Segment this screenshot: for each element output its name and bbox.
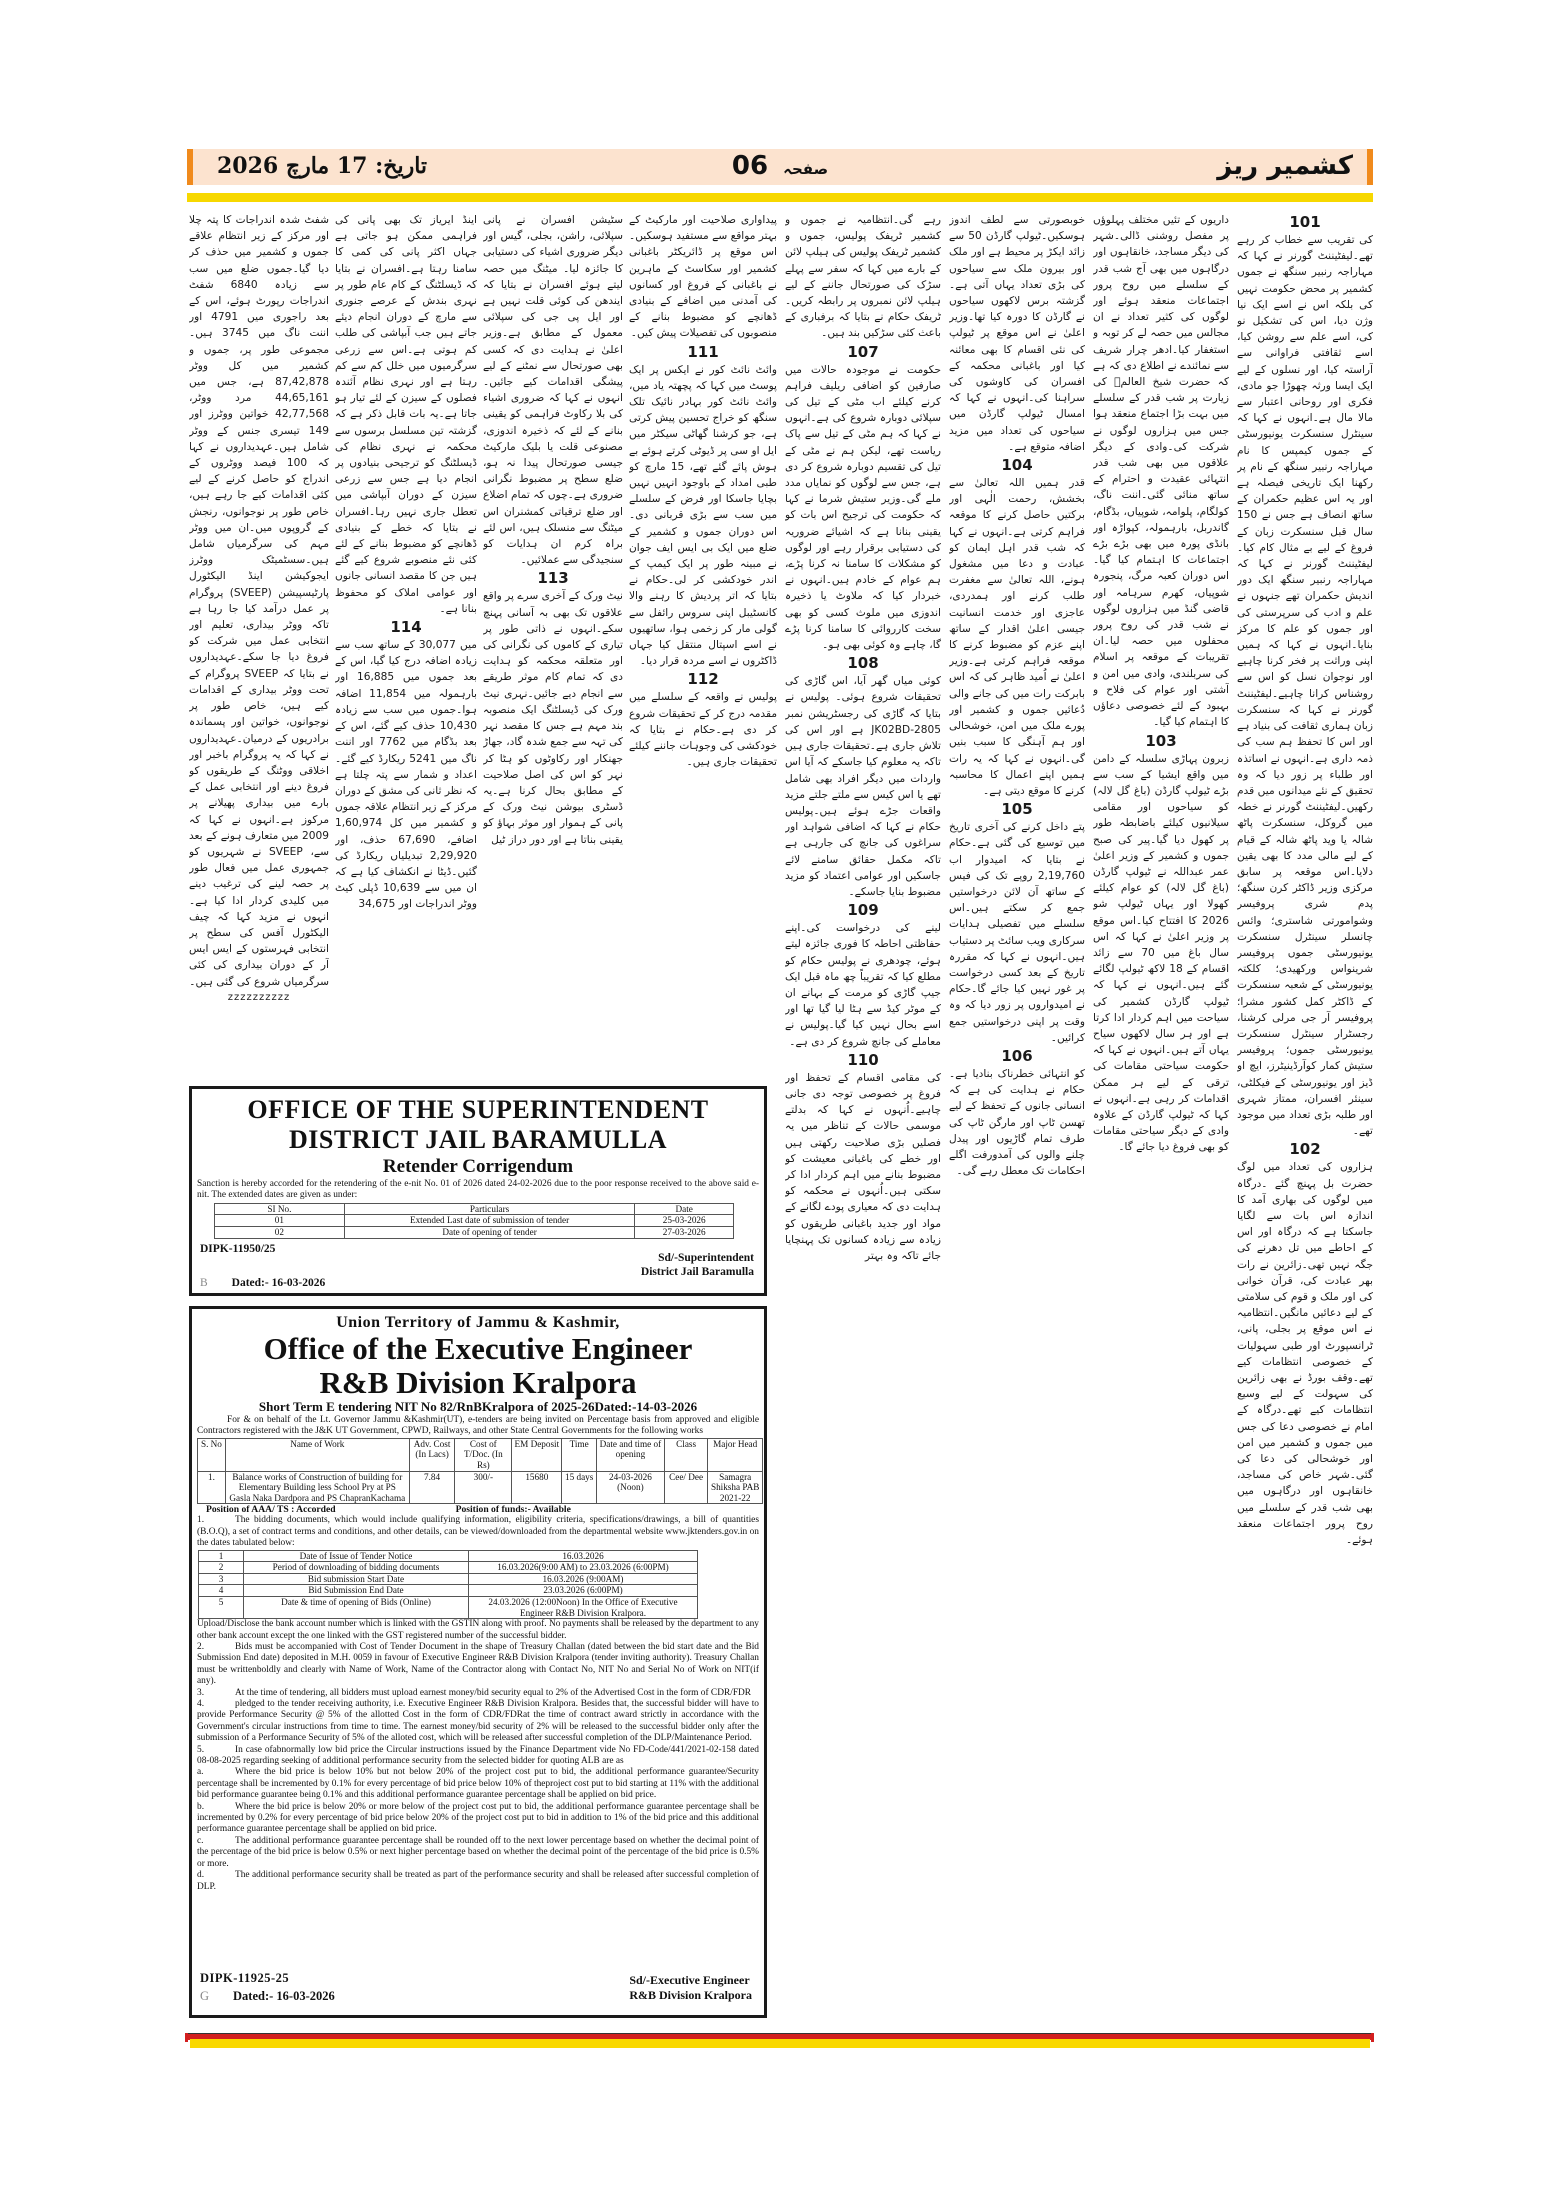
column-4	[785, 212, 941, 2028]
signature-line: Sd/-Superintendent	[658, 1252, 754, 1264]
masthead-rule	[187, 193, 1373, 202]
ad-dated	[200, 1277, 325, 1289]
story-text: کو انتہائی خطرناک بنادیا ہے۔حکام نے ہدایت کی ہے کہ انسانی جانوں کے تحفظ کے لیے تھسن ٹاپ اور مارگن ٹاپ کی طرف تمام گاڑیوں اور پیدل چلنے والوں کی آمدورفت اگلے احکامات تک معطل رہے گی۔	[949, 1067, 1085, 1178]
cell: Bid Submission End Date	[244, 1585, 469, 1597]
story-text: سٹیشن افسران نے پانی سپلائی، راشن، بجلی، گیس اور دیگر ضروری اشیاء کی دستیابی کا جائزہ لیا۔ میٹنگ میں حصہ لیتے ہوئے افسران نے بتایا کہ ایندھن کی کوئی قلت نہیں ہے اور ایل پی جی کی سپلائی معمول کے مطابق ہے۔وزیر اعلیٰ نے ہدایت دی کہ کسی بھی صورتحال سے نمٹنے کے لیے پیشگی اقدامات کیے جائیں۔انہوں نے کہا کہ ضروری اشیاء کی بلا رکاوٹ فراہمی کو یقینی بنانے کے لئے کہ ذخیرہ اندوزی، مصنوعی قلت یا بلیک مارکیٹ جیسی صورتحال پیدا نہ ہو، ضلع سطح پر مضبوط نگرانی ضروری ہے۔چوں کہ تمام اضلاع اور ضلع ترقیاتی کمشنران اس میٹنگ سے منسلک ہیں، اس لئے براہ کرم ان ہدایات کو سنجیدگی سے عملائیں۔	[483, 214, 623, 567]
col-header: Particulars	[344, 1203, 635, 1215]
story-text: رہے گی۔انتظامیہ نے جموں و کشمیر ٹریفک پولیس، جموں و کشمیر ٹریفک پولیس کی ہیلپ لائن کے بارے میں کہا کہ سفر سے پہلے سڑک کی صورتحال جاننے کے لیے ہیلپ لائن نمبروں پر رابطہ کریں۔ٹریفک حکام نے بتایا کہ برفباری کے باعث کئی سڑکیں بند ہیں۔	[785, 214, 941, 340]
ad-para	[192, 1767, 764, 1801]
story-number: 113	[537, 569, 569, 588]
cell: 3	[199, 1573, 244, 1585]
column-5	[629, 212, 777, 1072]
story-number: 107	[847, 342, 879, 361]
ad-body: Sanction is hereby accorded for the retendering of the e-nit No. 01 of 2026 dated 24-02-2026 due to the poor response received to the above said e-nit. The extended dates are given as under:	[197, 1179, 759, 1201]
ad-para	[192, 1699, 764, 1745]
story-number: 111	[687, 342, 719, 361]
story-text: پتے داخل کرنے کی آخری تاریخ میں توسیع کی گئی ہے۔حکام نے بتایا کہ امیدوار اب 2,19,760 روپے تک کی فیس کے ساتھ آن لائن درخواستیں جمع کر سکتے ہیں۔اس سلسلے میں تفصیلی ہدایات سرکاری ویب سائٹ پر دستیاب ہیں۔انہوں نے کہا کہ مقررہ تاریخ کے بعد کسی درخواست پر غور نہیں کیا جائے گا۔حکام نے امیدواروں پر زور دیا کہ وہ وقت پر اپنی درخواستیں جمع کرائیں۔	[949, 821, 1085, 1044]
ad-para	[192, 1836, 764, 1870]
col-header: SI No.	[215, 1203, 345, 1215]
story-text: پولیس نے واقعہ کے سلسلے میں مقدمہ درج کر کے تحقیقات شروع کر دی ہے۔حکام نے بتایا کہ خودکشی کی وجوہات جاننے کیلئے تحقیقات جاری ہیں۔	[629, 691, 777, 769]
para-number: c.	[197, 1835, 204, 1846]
ad-para	[192, 1688, 764, 1699]
cell: 27-03-2026	[635, 1227, 734, 1239]
story-text: اینڈ ایریاز تک بھی پانی کی فراہمی ممکن ہو جاتی ہے جہاں اکثر پانی کی کمی کا سامنا رہتا ہے۔افسران نے بتایا کہ ڈیسلٹنگ کے کام عام طور پر نہری بندش کے عرصے جنوری سے مارچ کے دوران انجام دیئے جاتے ہیں جب آبپاشی کی طلب کم ہوتی ہے۔اس سے زرعی سرگرمیوں میں خلل کم سے کم رہتا ہے اور نہری نظام آئندہ فصلوں کے سیزن کے لئے تیار ہو جاتا ہے۔یہ بات قابل ذکر ہے کہ گزشتہ تین مسلسل برسوں سے محکمہ نے نہری نظام کی ڈیسلٹنگ کو ترجیحی بنیادوں پر انجام دیا ہے جس سے زرعی سیزن کے دوران آبپاشی میں تعطل جاری نہیں رہا۔افسران نے بتایا کہ خطے کے بنیادی ڈھانچے کو مضبوط بنانے کے لئے کئی نئے منصوبے شروع کیے گئے ہیں جن کا مقصد انسانی جانوں اور عوامی املاک کو محفوظ بنانا ہے۔	[335, 214, 477, 615]
cell: 2	[199, 1562, 244, 1574]
ad-tag: B	[200, 1277, 208, 1289]
footer-rule-edge	[1371, 2033, 1374, 2042]
story-number: 114	[390, 618, 422, 637]
ad-line2: Office of the Executive Engineer	[263, 1331, 693, 1366]
signature-line: R&B Division Kralpora	[629, 1988, 752, 2002]
ad-para	[192, 1642, 764, 1688]
para-number: 2.	[197, 1641, 205, 1652]
table-row	[199, 1562, 698, 1574]
cell: Date of opening of tender	[344, 1227, 635, 1239]
cell: 4	[199, 1585, 244, 1597]
ad-rnb-tender	[189, 1306, 767, 2018]
footer-rule-yellow	[190, 2039, 1370, 2048]
column-1	[1237, 212, 1373, 2028]
story-text: کوئی میاں گھر آیا، اس گاڑی کی تحقیقات شروع ہوئی۔ پولیس نے بتایا کہ گاڑی کی رجسٹریشن نمبر JK02BD-2805 ہے اور اس کی تلاش جاری ہے۔تحقیقات جاری ہیں تاکہ یہ معلوم کیا جاسکے کہ آیا اس واردات میں دیگر افراد بھی شامل تھے یا اس کیس سے ملتے جلتے مزید واقعات جڑے ہوئے ہیں۔پولیس حکام نے کہا کہ اضافی شواہد اور سراغوں کی جانچ کی جارہی ہے تاکہ مکمل حقائق سامنے لائے جاسکیں اور عوامی اعتماد کو مزید مضبوط بنایا جاسکے۔	[785, 675, 941, 898]
story-text: کی تقریب سے خطاب کر رہے تھے۔لیفٹیننٹ گورنر نے کہا کہ مہاراجہ رنبیر سنگھ نے جموں کشمیر پر محض حکومت نہیں کی بلکہ اس نے اسے ایک نیا وژن دیا، اس کی تشکیل نو کی، اسے علم سے روشن کیا، اسے ثقافتی فراوانی سے آراستہ کیا، اور نسلوں کے لیے ایک ایسا ورثہ چھوڑا جو مادی، فکری اور روحانی اعتبار سے مالا مال ہے۔انہوں نے کہا کہ سینٹرل سنسکرت یونیورسٹی کے جموں کیمپس کا نام مہاراجہ رنبیر سنگھ کے نام پر رکھنا ایک تاریخی فیصلہ ہے اور یہ اس عظیم حکمران کے ساتھ انصاف ہے جس نے 150 سال قبل سنسکرت زبان کے فروغ کے لیے بے مثال کام کیا۔لیفٹیننٹ گورنر نے کہا کہ مہاراجہ رنبیر سنگھ ایک دور اندیش حکمران تھے جنہوں نے علم و ادب کی سرپرستی کی اور جموں کو علم کا مرکز بنایا۔انہوں نے کہا کہ ہمیں اپنی وراثت پر فخر کرنا چاہیے اور نوجوان نسل کو اس سے روشناس کرانا چاہیے۔لیفٹیننٹ گورنر نے کہا کہ سنسکرت زبان ہماری ثقافت کی بنیاد ہے اور اس کا تحفظ ہم سب کی ذمہ داری ہے۔انہوں نے اساتذہ اور طلباء پر زور دیا کہ وہ تحقیق کے نئے میدانوں میں قدم رکھیں۔لیفٹیننٹ گورنر نے خطہ میں گروکل، سنسکرت پاٹھ شالہ یا وید پاٹھ شالہ کے قیام کے لیے مالی مدد کا بھی یقین دلایا۔اس موقعہ پر سابق مرکزی وزیر ڈاکٹر کرن سنگھ؛ پدم شری پروفیسر وشوامورتی شاستری؛ وائس چانسلر سینٹرل سنسکرت یونیورسٹی جموں پروفیسر شرینواس ورکھیدی؛ کلکتہ یونیورسٹی کے شعبہ سنسکرت کے ڈاکٹر کمل کشور مشرا؛ پروفیسر آر جی مرلی کرشنا، رجسٹرار سینٹرل سنسکرت یونیورسٹی جموں؛ پروفیسر ستیش کمار کوآرڈینیٹرز، ایچ او ڈیز اور یونیورسٹی کے فیکلٹی، سینئر افسران، ممتاز شہری اور طلبہ بڑی تعداد میں موجود تھے۔	[1237, 234, 1373, 1138]
story-text: میں 30,077 کے ساتھ سب سے زیادہ اضافہ درج کیا گیا، اس کے بعد جموں میں 16,885 اور بارہمولہ میں 11,854 اضافہ ہوا۔جموں میں سب سے زیادہ 10,430 حذف کیے گئے، اس کے بعد بڈگام میں 7762 اور اننت ناگ میں 5241 ریکارڈ کیے گئے۔اعداد و شمار سے پتہ چلتا ہے کہ نظر ثانی کی مشق کے دوران مرکز کے زیر انتظام علاقہ جموں و کشمیر میں کل 1,60,974 اضافے، 67,690 حذف، اور 2,29,920 تبدیلیاں ریکارڈ کی گئیں۔ڈیٹا نے انکشاف کیا ہے کہ ان میں سے 10,639 ڈپلی کیٹ ووٹر اندراجات اور 34,675	[335, 639, 477, 911]
ad-para	[192, 1515, 764, 1549]
ad-line1: Union Territory of Jammu & Kashmir,	[336, 1314, 620, 1331]
issue-date: تاریخ: 17 مارچ 2026	[217, 153, 428, 179]
col-header: Adv. Cost (In Lacs)	[409, 1438, 455, 1471]
story-text: خوبصورتی سے لطف اندوز ہوسکیں۔ٹیولپ گارڈن 50 سے زائد ایکڑ پر محیط ہے اور ملک اور بیرون ملک سے سیاحوں کی بڑی تعداد یہاں آتی ہے۔گزشتہ برس لاکھوں سیاحوں نے گارڈن کا دورہ کیا تھا۔وزیر اعلیٰ نے اس موقع پر ٹیولپ کی نئی اقسام کا بھی معائنہ کیا اور باغبانی محکمہ کے افسران کی کاوشوں کی سراہنا کی۔انہوں نے کہا کہ امسال ٹیولپ گارڈن میں سیاحوں کی تعداد میں مزید اضافہ متوقع ہے۔	[949, 214, 1085, 453]
cell: Cee/ Dee	[664, 1471, 707, 1504]
cell: 23.03.2026 (6:00PM)	[469, 1585, 698, 1597]
page-number-value: 06	[731, 151, 769, 181]
story-number: 110	[847, 1050, 879, 1069]
dated-text: Dated:- 16-03-2026	[231, 1277, 326, 1289]
para-text: At the time of tendering, all bidders must upload earnest money/bid security equal to 2% of the Advertised Cost in the form of CDR/FDR	[235, 1687, 752, 1698]
ad-tag: G	[200, 1989, 210, 2003]
para-text: The bidding documents, which would include qualifying information, eligibility criteria, specifications/drawings, a bill of quantities (B.O.Q), a set of contract terms and conditions, and other details, can be viewed/downloaded from the departmental website www.jktenders.gov.in on the dates tabulated below:	[197, 1515, 759, 1549]
ad-jail-corrigendum	[189, 1086, 767, 1296]
cell: 24-03-2026 (Noon)	[596, 1471, 664, 1504]
ad-positions	[192, 1504, 764, 1515]
ad-title-line1: OFFICE OF THE SUPERINTENDENT	[247, 1095, 709, 1124]
story-number: 112	[687, 670, 719, 689]
upload-note: Upload/Disclose the bank account number which is linked with the GSTIN along with proof. No payments shall be released by the department to any other bank account except the one linked with the GST registered number of the successful bidder.	[197, 1619, 759, 1641]
story-number: 105	[1001, 800, 1033, 819]
ad-reference: DIPK-11950/25	[200, 1243, 276, 1255]
story-text: لینے کی درخواست کی۔اپنے حفاظتی احاطہ کا فوری جائزہ لیتے ہوئے، چودھری نے پولیس حکام کو مطلع کیا کہ تقریباً چھ ماہ قبل ایک جیپ گاڑی کو مرمت کے بہانے ان کے موٹر کیڈ سے ہٹا لیا گیا تھا اور اسے بحال نہیں کیا گیا۔پولیس نے معاملے کی جانچ شروع کر دی ہے۔	[785, 922, 941, 1048]
story-text: نیٹ ورک کے آخری سرے پر واقع علاقوں تک بھی بہ آسانی پہنچ سکے۔انہوں نے ذاتی طور پر تیاری کے کاموں کی نگرانی کی اور متعلقہ محکمہ کو ہدایت دی کہ تمام کام موثر طریقے سے انجام دیے جائیں۔نہری نیٹ ورک کی ڈیسلٹنگ ایک منصوبہ بند مہم ہے جس کا مقصد نہر کی تہہ سے جمع شدہ گاد، جھاڑ جھنکار اور رکاوٹوں کو ہٹا کر نہر کو اس کی اصل صلاحیت کے مطابق بحال کرنا ہے۔یہ ڈسٹری بیوشن نیٹ ورک کے پانی کے ہموار اور موثر بہاؤ کو یقینی بناتا ہے اور دور دراز ٹیل	[483, 590, 623, 846]
cell: 02	[215, 1227, 345, 1239]
end-mark: zzzzzzzzzz	[227, 991, 291, 1003]
newspaper-title: کشمیر ریز	[1217, 151, 1353, 181]
cell: Date of Issue of Tender Notice	[244, 1550, 469, 1562]
table-row	[199, 1573, 698, 1585]
cell: 16.03.2026	[469, 1550, 698, 1562]
para-text: The additional performance security shall be treated as part of the performance security and shall be released after successful completion of DLP.	[197, 1870, 759, 1892]
story-text: قدر ہمیں اللہ تعالیٰ سے بخشش، رحمت الٰہی اور برکتیں حاصل کرنے کا موقعہ فراہم کرتی ہے۔انہوں نے کہا کہ شب قدر اہل ایمان کو عبادت و دعا میں مشغول ہونے، اللہ تعالیٰ سے مغفرت طلب کرنے اور ہمدردی، عاجزی اور خدمت انسانیت جیسی اعلیٰ اقدار کے ساتھ اپنے عزم کو مضبوط کرنے کا موقعہ فراہم کرتی ہے۔وزیر اعلیٰ نے اُمید ظاہر کی کہ اس بابرکت رات میں کی جانے والی دُعائیں جموں و کشمیر اور پورے ملک میں امن، خوشحالی اور ہم آہنگی کا سبب بنیں گی۔انہوں نے کہا کہ یہ رات ہمیں اپنے اعمال کا محاسبہ کرنے کا موقع دیتی ہے۔	[949, 477, 1085, 797]
ad-para	[192, 1870, 764, 1893]
column-7	[335, 212, 477, 1072]
para-text: Where the bid price is below 10% but not below 20% of the project cost put to bid, the additional performance guarantee/Security percentage shall be incremented by 0.1% for every percentage of bid price below 10% of theproject cost put to bid starting at 11% with the additional bid performance guarantee being 0.1% and this additional performance guarantee percentage shall be applied on bid price.	[197, 1767, 759, 1801]
page-label: صفحہ	[783, 160, 829, 178]
cell: 5	[199, 1596, 244, 1618]
story-text: وائٹ نائٹ کور نے ایکس پر ایک پوسٹ میں کہا کہ پچھتہ یاد میں، وائٹ نائٹ کور بہادر نائیک تلک سنگھ کو خراج تحسین پیش کرتی ہے، جو کرشنا گھاٹی سیکٹر میں ایل او سی پر ڈیوٹی کرتے ہوئے بے ہوش پائے گئے تھے، 15 مارچ کو طبی امداد کے باوجود انہیں نہیں بچایا جاسکا اور فرض کے سلسلے میں سب سے بڑی قربانی دی۔اس دوران جموں و کشمیر کے ضلع میں ایک بی ایس ایف جوان نے مبینہ طور پر ایک کیمپ کے اندر خودکشی کر لی۔حکام نے بتایا کہ اتر پردیش کا رہنے والا کانسٹیبل اپنی سروس رائفل سے گولی مار کر زخمی ہوا، ساتھیوں نے اسے اسپتال منتقل کیا جہاں ڈاکٹروں نے اسے مردہ قرار دیا۔	[629, 363, 777, 668]
masthead	[187, 149, 1373, 185]
para-text: Bids must be accompanied with Cost of Tender Document in the shape of Treasury Challan (dated between the bid start date and the Bid Submission End date) deposited in M.H. 0059 in favour of Executive Engineer R&B Division Kralpora (tender inviting authority). Treasury Challan must be writtenboldly and clearly with Name of Work, Name of the Contractor along with Contact No, NIT No and Serial No of Work on NIT(if any).	[197, 1641, 759, 1687]
para-number: 1.	[197, 1515, 205, 1526]
cell: Bid submission Start Date	[244, 1573, 469, 1585]
story-text: حکومت نے موجودہ حالات میں صارفین کو اضافی ریلیف فراہم کرنے کیلئے اب مٹی کے تیل کی سپلائی دوبارہ شروع کی ہے۔انہوں نے کہا کہ ہم مٹی کے تیل سے پاک ریاست تھے، لیکن ہم نے مٹی کے تیل کی تقسیم دوبارہ شروع کر دی ہے، جس سے لوگوں کو نمایاں مدد ملے گی۔وزیر ستیش شرما نے کہا کہ حکومت کی ترجیح اس بات کو یقینی بنانا ہے کہ اشیائے ضروریہ کی دستیابی برقرار رہے اور لوگوں کو مشکلات کا سامنا نہ کرنا پڑے، ہم عوام کے خادم ہیں۔انہوں نے خبردار کیا کہ ملاوٹ یا ذخیرہ اندوزی میں ملوث کسی کو بھی سخت کارروائی کا سامنا کرنا پڑے گا، چاہے وہ کوئی بھی ہو۔	[785, 363, 941, 652]
col-header: Date and time of opening	[596, 1438, 664, 1471]
page-number	[732, 151, 828, 181]
table-row	[215, 1227, 734, 1239]
cell: 16.03.2026 (9:00AM)	[469, 1573, 698, 1585]
story-text: پیداواری صلاحیت اور مارکیٹ کے بہتر مواقع سے مستفید ہوسکیں۔اس موقع پر ڈائریکٹر باغبانی کشمیر اور سکاسٹ کے ماہرین نے باغبانی کے فروغ اور کسانوں کی آمدنی میں اضافے کے بنیادی ڈھانچے کو مضبوط بنانے کے منصوبوں کی تفصیلات پیش کیں۔	[629, 214, 777, 340]
col-header: Cost of T/Doc. (In Rs)	[455, 1438, 512, 1471]
story-number: 104	[1001, 456, 1033, 475]
table-row	[215, 1215, 734, 1227]
cell: 1	[199, 1550, 244, 1562]
position-funds: Position of funds:- Available	[455, 1504, 571, 1516]
column-8	[189, 212, 329, 1072]
cell: Samagra Shiksha PAB 2021-22	[708, 1471, 763, 1504]
col-header: Class	[664, 1438, 707, 1471]
ad-para	[192, 1802, 764, 1836]
ad-signature	[641, 1251, 754, 1279]
col-header: Name of Work	[225, 1438, 409, 1471]
story-number: 102	[1289, 1140, 1321, 1159]
col-header: S. No	[198, 1438, 226, 1471]
ad-para	[192, 1745, 764, 1768]
para-number: 3.	[197, 1687, 205, 1698]
ad-line3: R&B Division Kralpora	[319, 1365, 637, 1400]
story-number: 109	[847, 901, 879, 920]
col-header: Time	[562, 1438, 597, 1471]
ad-title-line2: DISTRICT JAIL BARAMULLA	[289, 1125, 667, 1154]
dated-text: Dated:- 16-03-2026	[233, 1989, 335, 2003]
schedule-table	[198, 1550, 698, 1620]
cell: Extended Last date of submission of tender	[344, 1215, 635, 1227]
story-text: کی مقامی اقسام کے تحفظ اور فروغ پر خصوصی توجہ دی جانی چاہیے۔اُنہوں نے کہا کہ بدلتے موسمی حالات کے تناظر میں یہ فصلیں بڑی صلاحیت رکھتی ہیں اور خطے کی باغبانی معیشت کو مضبوط بنانے میں اہم کردار ادا کر سکتی ہیں۔اُنہوں نے محکمہ کو ہدایت دی کہ معیاری پودے لگانے کے مواد اور جدید باغبانی طریقوں کو زیادہ سے زیادہ کسانوں تک پہنچایا جائے تاکہ وہ بہتر	[785, 1071, 941, 1262]
position-aaa: Position of AAA/ TS : Accorded	[206, 1504, 336, 1516]
para-number: 4.	[197, 1699, 205, 1709]
table-row	[199, 1550, 698, 1562]
cell: Period of downloading of bidding documents	[244, 1562, 469, 1574]
cell: 25-03-2026	[635, 1215, 734, 1227]
works-table	[197, 1438, 763, 1505]
footer-rule-edge	[185, 2033, 188, 2042]
col-header: EM Deposit	[512, 1438, 562, 1471]
dates-table	[214, 1203, 734, 1239]
cell: Balance works of Construction of building for Elementary Building less School Pry at PS Gasla Naka Dardpora and PS ChapranKachama	[225, 1471, 409, 1504]
story-number: 108	[847, 654, 879, 673]
para-text: pledged to the tender receiving authority, i.e. Executive Engineer R&B Division Kralpora. Besides that, the successful bidder will have to provide Performance Security @ 5% of the allotted Cost in the form of CDR/FDRat the time of contract award strictly in accordance with the Government's circular instructions from time to time. The earnest money/bid security of 2% will be released to the successful bidder only after the submission of a Performance Security of 5% of the alloted cost, which will be released after successful completion of the DLP/Maintenance Period.	[197, 1699, 759, 1744]
cell: 1.	[198, 1471, 226, 1504]
column-2	[1093, 212, 1229, 2028]
col-header: Major Head	[708, 1438, 763, 1471]
cell: Date & time of opening of Bids (Online)	[244, 1596, 469, 1618]
cell: 300/-	[455, 1471, 512, 1504]
story-number: 101	[1289, 213, 1321, 231]
signature-line: Sd/-Executive Engineer	[629, 1973, 750, 1987]
para-number: a.	[197, 1767, 204, 1778]
table-row	[198, 1471, 763, 1504]
story-text: داریوں کے تئیں مختلف پہلوؤں پر مفصل روشنی ڈالی۔شہر کی دیگر مساجد، خانقاہوں اور درگاہوں میں بھی آج شب قدر کے سلسلے میں روح پرور اجتماعات منعقد ہوئے اور لوگوں کی کثیر تعداد نے ان مجالس میں حصہ لے کر توبہ و استغفار کیا۔ادھر چرار شریف سے نمائندے نے اطلاع دی کہ ہے کہ حضرت شیخ العالمؒ کی زیارت پر شب قدر کے سلسلے میں بہت بڑا اجتماع منعقد ہوا جس میں ہزاروں لوگوں نے شرکت کی۔وادی کے دیگر علاقوں میں بھی شب قدر انتہائی عقیدت و احترام کے ساتھ منائی گئی۔اننت ناگ، کولگام، پلوامہ، شوپیاں، بڈگام، گاندربل، بارہمولہ، کپواڑہ اور بانڈی پورہ میں بھی بڑے بڑے اجتماعات کا اہتمام کیا گیا۔اس دوران کعبہ مرگ، پنجورہ شوپیاں، کھرم سرہامہ اور قاضی گنڈ میں ہزاروں لوگوں نے شب قدر کی روح پرور محفلوں میں حصہ لیا۔ان تقریبات کے موقعہ پر اسلام کی سربلندی، وادی میں امن و آشتی اور عوام کی فلاح و بہبود کے لئے خصوصی دعاؤں کا اہتمام کیا گیا۔	[1093, 214, 1229, 729]
column-3	[949, 212, 1085, 2028]
ad-intro: For & on behalf of the Lt. Governor Jammu &Kashmir(UT), e-tenders are being invited on Percentage basis from approved and eligible Contractors registered with the J&K UT Government, CPWD, Railways, and other State Central Governments for the following works	[197, 1415, 759, 1437]
ad-dated	[200, 1989, 335, 2004]
col-header: Date	[635, 1203, 734, 1215]
story-number: 103	[1145, 731, 1177, 750]
para-text: The additional performance guarantee percentage shall be rounded off to the next lower percentage based on whether the decimal point of the percentage of the bid price is below 0.5% or next higher percentage based on whether the decimal point of the percentage of the bid price is 0.5% or more.	[197, 1835, 759, 1869]
story-text: زبرون پہاڑی سلسلہ کے دامن میں واقع ایشیا کے سب سے بڑے ٹیولپ گارڈن (باغ گل لالہ) کو سیاحوں اور مقامی سیلانیوں کیلئے باضابطہ طور پر کھول دیا گیا۔پیر کی صبح جموں و کشمیر کے وزیر اعلیٰ عمر عبداللہ نے ٹیولپ گارڈن (باغ گل لالہ) کو عوام کیلئے کھولا اور یہاں ٹیولپ شو 2026 کا افتتاح کیا۔اس موقع پر وزیر اعلیٰ نے کہا کہ اس سال باغ میں 70 سے زائد اقسام کے 18 لاکھ ٹیولپ لگائے گئے ہیں۔انہوں نے کہا کہ ٹیولپ گارڈن کشمیر کی سیاحت میں اہم کردار ادا کرتا ہے اور ہر سال لاکھوں سیاح یہاں آتے ہیں۔انہوں نے کہا کہ حکومت سیاحتی مقامات کی ترقی کے لیے ہر ممکن اقدامات کر رہی ہے۔انہوں نے کہا کہ ٹیولپ گارڈن کے علاوہ وادی کے دیگر سیاحتی مقامات کو بھی فروغ دیا جائے گا۔	[1093, 752, 1229, 1154]
ad-subtitle: Retender Corrigendum	[382, 1156, 574, 1177]
table-row	[199, 1596, 698, 1618]
cell: 15 days	[562, 1471, 597, 1504]
para-text: Where the bid price is below 20% or more below of the project cost put to bid, the additional performance guarantee percentage shall be incremented by 0.2% for every percentage of bid price below 20% of the project cost put to bid in addition to 1% of the bid price and this additional performance guarantee percentage shall be applied on bid price.	[197, 1801, 759, 1835]
ad-signature	[629, 1973, 752, 2003]
story-number: 106	[1001, 1046, 1033, 1065]
signature-line: District Jail Baramulla	[640, 1266, 754, 1278]
cell: 16.03.2026(9:00 AM) to 23.03.2026 (6:00PM)	[469, 1562, 698, 1574]
column-6	[483, 212, 623, 1072]
cell: 01	[215, 1215, 345, 1227]
para-number: 5.	[197, 1744, 205, 1755]
table-row	[199, 1585, 698, 1597]
para-number: b.	[197, 1801, 205, 1812]
cell: 7.84	[409, 1471, 455, 1504]
story-text: ہزاروں کی تعداد میں لوگ حضرت بل پہنچ گئے ۔درگاہ میں لوگوں کی بھاری آمد کا اندازہ اس بات سے لگایا جاسکتا ہے کہ درگاہ اور اس کے احاطے میں تل دھرنے کی جگہ نہیں تھی۔زائرین نے رات بھر عبادت کی، قرآن خوانی کی اور ملک و قوم کی سلامتی کے لیے دعائیں مانگیں۔انتظامیہ نے اس موقع پر بجلی، پانی، ٹرانسپورٹ اور طبی سہولیات کے خصوصی انتظامات کیے تھے۔وقف بورڈ نے بھی زائرین کی سہولت کے لیے وسیع انتظامات کیے تھے۔درگاہ کے امام نے خصوصی دعا کی جس میں جموں و کشمیر میں امن اور خوشحالی کی دعا کی گئی۔شہر خاص کی مساجد، خانقاہوں اور درگاہوں میں بھی شب قدر کے سلسلے میں روح پرور اجتماعات منعقد ہوئے۔	[1237, 1161, 1373, 1547]
ad-nit: Short Term E tendering NIT No 82/RnBKralpora of 2025-26Dated:-14-03-2026	[258, 1399, 698, 1414]
ad-reference: DIPK-11925-25	[200, 1971, 290, 1985]
story-text: شفٹ شدہ اندراجات کا پتہ چلا اور مرکز کے زیر انتظام علاقے جموں و کشمیر میں حذف کر دیا گیا۔جموں ضلع میں سب سے زیادہ 6840 شفٹ اندراجات رپورٹ ہوئے، اس کے بعد راجوری میں 4791 اور اننت ناگ میں 3745 ہیں۔مجموعی طور پر، جموں و کشمیر میں کل ووٹر 87,42,878 ہے، جس میں 44,65,161 مرد ووٹر، 42,77,568 خواتین ووٹرز اور 149 تیسری جنس کے ووٹر شامل ہیں۔عہدیداروں نے کہا کہ 100 فیصد ووٹروں کے اندراج کو حاصل کرنے کے لیے کئی اقدامات کیے جا رہے ہیں، خاص طور پر نوجوانوں، رنجش کے گروپوں میں۔ان میں ووٹر مہم کی سرگرمیاں شامل ہیں۔سسٹمیٹک ووٹرز ایجوکیشن اینڈ الیکٹورل پارٹیسپیشن (SVEEP) پروگرام پر عمل درآمد کیا جا رہا ہے تاکہ ووٹر بیداری، تعلیم اور انتخابی عمل میں شرکت کو فروغ دیا جا سکے۔عہدیداروں نے بتایا کہ SVEEP پروگرام کے تحت ووٹر بیداری کے اقدامات کیے ہیں، خاص طور پر نوجوانوں، خواتین اور پسماندہ برادریوں کے درمیان۔عہدیداروں نے کہا کہ یہ پروگرام باخبر اور اخلاقی ووٹنگ کے طریقوں کو فروغ دینے اور انتخابی عمل کے بارے میں بیداری پھیلانے پر مرکوز ہے۔انہوں نے کہا کہ 2009 میں متعارف ہونے کے بعد سے، SVEEP نے شہریوں کو جمہوری عمل میں فعال طور پر حصہ لینے کی ترغیب دینے میں کلیدی کردار ادا کیا ہے۔انہوں نے مزید کہا کہ چیف الیکٹورل آفس کی سطح پر انتخابی فہرستوں کے ایس ایس آر کے دوران بیداری کی کئی سرگرمیاں شروع کی گئی ہیں۔	[189, 214, 329, 988]
para-number: d.	[197, 1870, 205, 1881]
para-text: In case ofabnormally low bid price the Circular instructions issued by the Finance Department vide No FD-Code/441/2021-02-158 dated 08-08-2025 regarding seeking of additional performance security from the selected bidder for quoting ALB are as	[197, 1744, 759, 1767]
cell: 24.03.2026 (12:00Noon) In the Office of Executive Engineer R&B Division Kralpora.	[469, 1596, 698, 1618]
cell: 15680	[512, 1471, 562, 1504]
